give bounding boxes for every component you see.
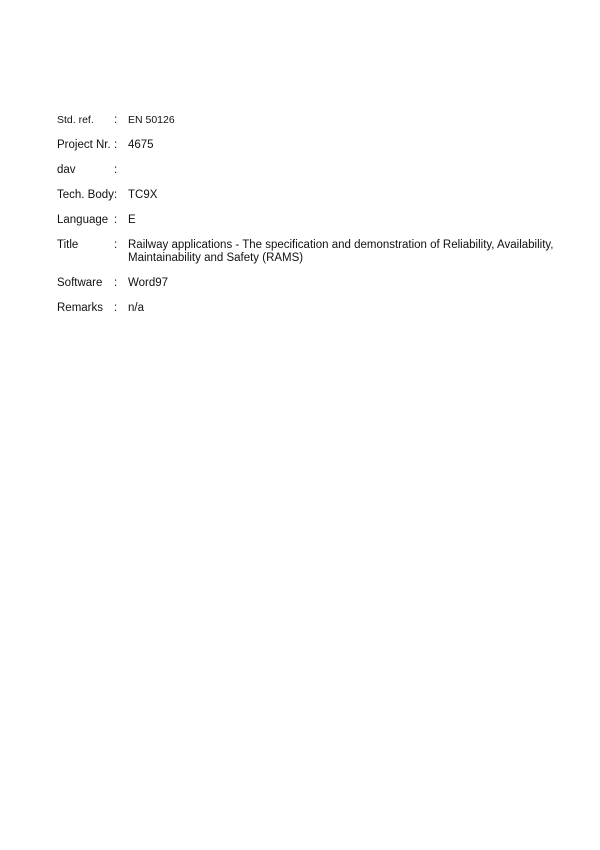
field-project-nr	[57, 139, 557, 152]
field-label: Project Nr.	[57, 139, 111, 151]
field-value: E	[128, 214, 136, 226]
field-software	[57, 277, 557, 290]
field-separator: :	[114, 302, 118, 314]
field-dav	[57, 164, 557, 177]
field-label: Std. ref.	[57, 114, 94, 126]
field-label: Remarks	[57, 302, 104, 314]
field-value: Railway applications - The specification and demonstration of Reliability, Availability, Maintainability and Safety (RAMS)	[128, 239, 554, 264]
metadata-table	[57, 114, 557, 327]
field-value: Word97	[128, 277, 169, 289]
field-separator: :	[114, 164, 118, 176]
field-remarks	[57, 302, 557, 315]
field-value: EN 50126	[128, 114, 175, 126]
field-separator: :	[114, 239, 118, 251]
field-std-ref	[57, 114, 557, 127]
field-label: Software	[57, 277, 103, 289]
field-tech-body	[57, 189, 557, 202]
field-value: TC9X	[128, 189, 158, 201]
field-label: Title	[57, 239, 79, 251]
field-separator: :	[114, 139, 118, 151]
field-separator: :	[114, 114, 118, 126]
field-label: Tech. Body	[57, 189, 114, 201]
field-separator: :	[114, 214, 118, 226]
field-label: Language	[57, 214, 109, 226]
field-value: 4675	[128, 139, 154, 151]
field-separator: :	[114, 189, 118, 201]
field-title	[57, 239, 557, 265]
field-separator: :	[114, 277, 118, 289]
field-value: n/a	[128, 302, 144, 314]
field-language	[57, 214, 557, 227]
field-label: dav	[57, 164, 76, 176]
